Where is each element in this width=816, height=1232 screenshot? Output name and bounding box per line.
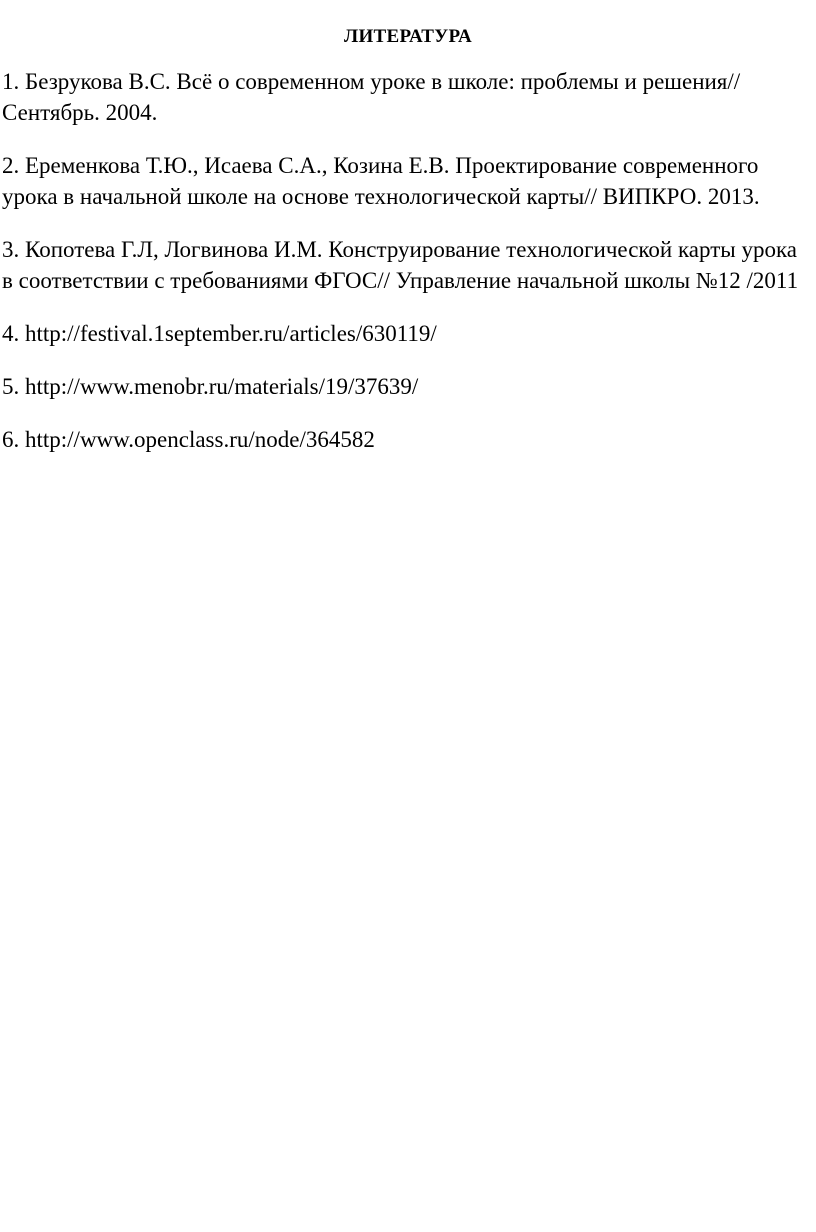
reference-item: 5. http://www.menobr.ru/materials/19/37639/: [2, 374, 419, 399]
reference-item: 6. http://www.openclass.ru/node/364582: [2, 427, 375, 452]
reference-item: 2. Еременкова Т.Ю., Исаева С.А., Козина Е.В. Проектирование современного урока в начальной школе на основе технологической карты// ВИПКРО. 2013.: [2, 153, 760, 209]
reference-item: 3. Копотева Г.Л, Логвинова И.М. Конструирование технологической карты урока в соответствии с требованиями ФГОС// Управление начальной школы №12 /2011: [2, 237, 799, 293]
reference-item: 4. http://festival.1september.ru/articles/630119/: [2, 321, 437, 346]
reference-list: [2, 66, 802, 477]
reference-item: 1. Безрукова В.С. Всё о современном уроке в школе: проблемы и решения// Сентябрь. 2004.: [2, 69, 741, 125]
page-title: ЛИТЕРАТУРА: [343, 26, 473, 47]
